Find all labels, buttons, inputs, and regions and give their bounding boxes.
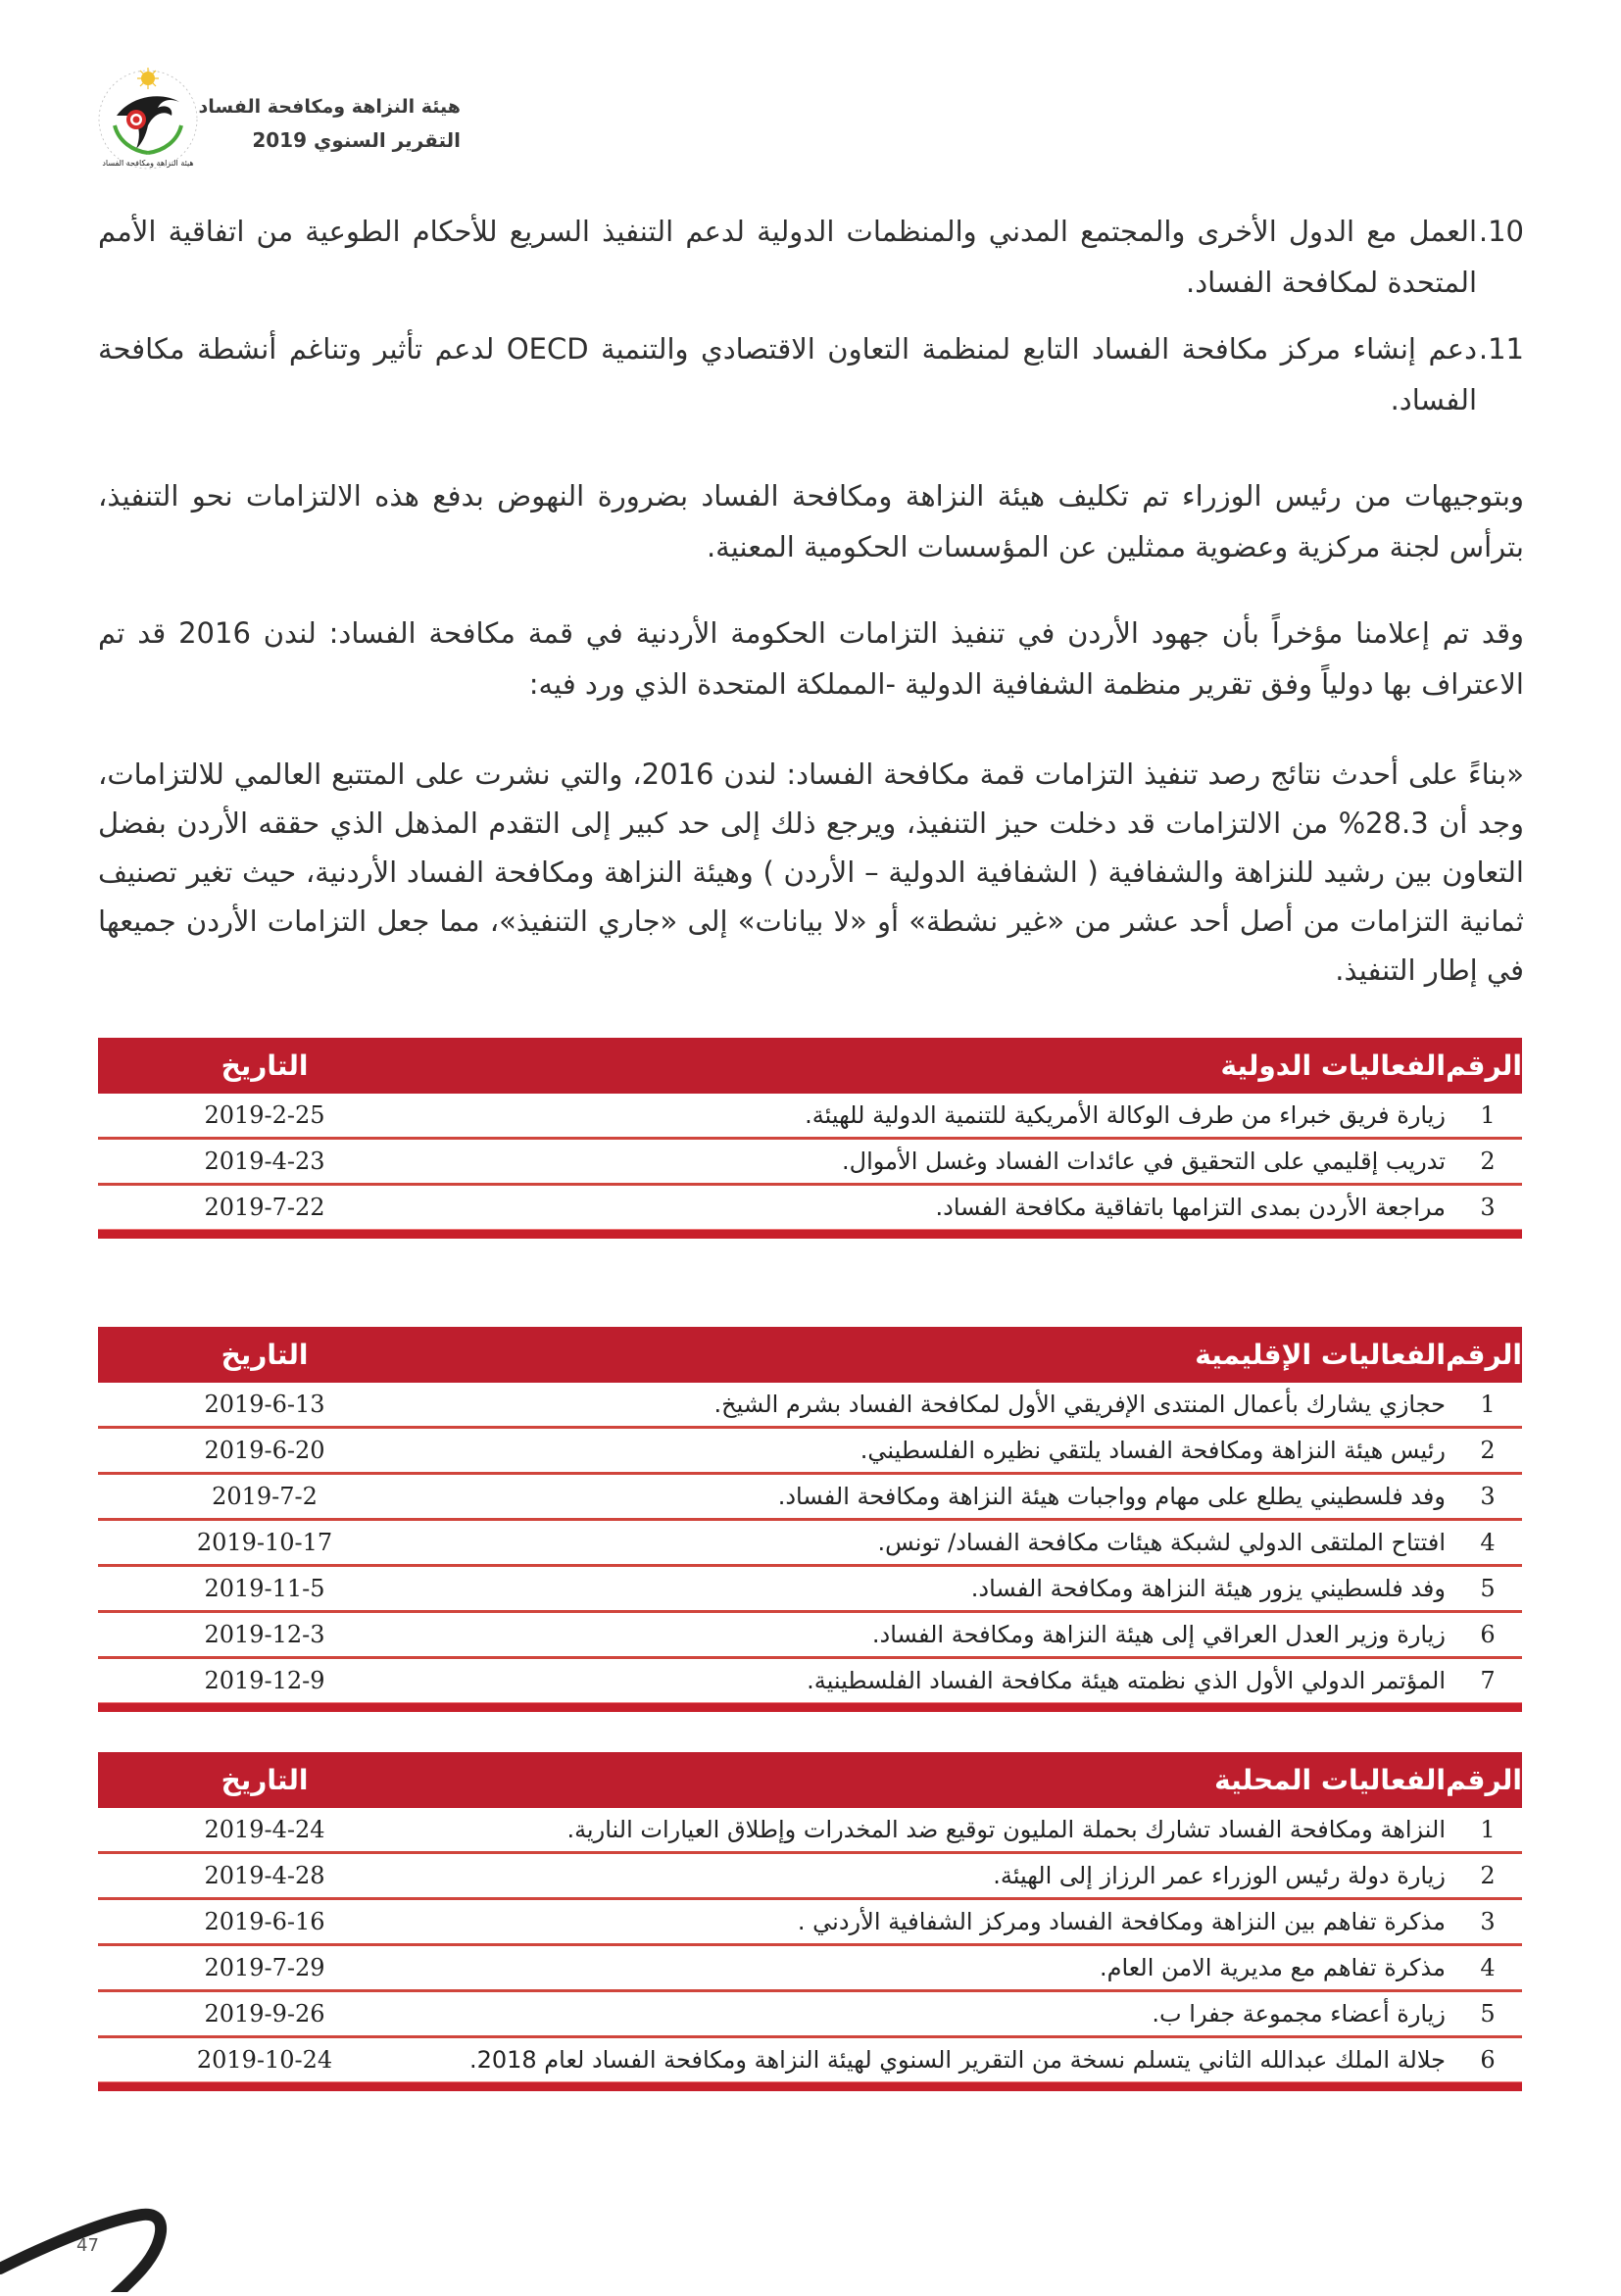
item-number: 10.: [1478, 215, 1524, 248]
paragraph-pm-directives: [98, 470, 1524, 572]
row-date: 2019-6-16: [204, 1908, 325, 1935]
table-row: [98, 1659, 1522, 1702]
row-date: 2019-12-9: [204, 1667, 325, 1694]
item-text: دعم إنشاء مركز مكافحة الفساد التابع لمنظمة التعاون الاقتصادي والتنمية OECD لدعم تأثير وتناغم أنشطة مكافحة الفساد.: [98, 332, 1477, 416]
table-bottom-bar: [98, 1702, 1522, 1712]
row-event: زيارة أعضاء مجموعة جفرا ب.: [1152, 2000, 1446, 2027]
row-number: 6: [1480, 1621, 1496, 1648]
row-date: 2019-6-13: [204, 1391, 325, 1418]
report-header: [196, 90, 461, 157]
table-row: [98, 1521, 1522, 1567]
row-event: مذكرة تفاهم مع مديرية الامن العام.: [1100, 1954, 1446, 1981]
row-number: 1: [1480, 1101, 1496, 1129]
row-date: 2019-6-20: [204, 1437, 325, 1464]
header-number: الرقم: [1446, 1764, 1522, 1796]
table-row: [98, 1567, 1522, 1613]
row-date: 2019-2-25: [204, 1101, 325, 1129]
paragraph-recognition: [98, 608, 1524, 709]
report-title: التقرير السنوي 2019: [252, 128, 461, 152]
paragraph-text: وبتوجيهات من رئيس الوزراء تم تكليف هيئة النزاهة ومكافحة الفساد بضرورة النهوض بدفع هذه الالتزامات نحو التنفيذ، بترأس لجنة مركزية وعضوية ممثلين عن المؤسسات الحكومية المعنية.: [98, 479, 1524, 563]
table-row: [98, 1808, 1522, 1854]
row-date: 2019-4-24: [204, 1816, 325, 1843]
row-number: 5: [1480, 1575, 1496, 1602]
row-number: 2: [1480, 1148, 1496, 1175]
item-text: العمل مع الدول الأخرى والمجتمع المدني والمنظمات الدولية لدعم التنفيذ السريع للأحكام الطوعية من اتفاقية الأمم المتحدة لمكافحة الفساد.: [98, 215, 1477, 299]
row-event: وفد فلسطيني يزور هيئة النزاهة ومكافحة الفساد.: [970, 1575, 1446, 1602]
row-event: مراجعة الأردن بمدى التزامها باتفاقية مكافحة الفساد.: [935, 1194, 1446, 1221]
table-header: [98, 1752, 1522, 1808]
international-events-table: [98, 1038, 1522, 1239]
row-event: النزاهة ومكافحة الفساد تشارك بحملة المليون توقيع ضد المخدرات وإطلاق العيارات النارية.: [566, 1816, 1446, 1843]
row-date: 2019-12-3: [204, 1621, 325, 1648]
row-number: 1: [1480, 1816, 1496, 1843]
header-event: الفعاليات الدولية: [1220, 1050, 1446, 1082]
svg-text:هيئة النزاهة ومكافحة الفساد: هيئة النزاهة ومكافحة الفساد: [102, 159, 194, 168]
regional-events-table: [98, 1327, 1522, 1712]
table-bottom-bar: [98, 1229, 1522, 1239]
paragraph-quote: [98, 750, 1524, 995]
row-event: حجازي يشارك بأعمال المنتدى الإفريقي الأول لمكافحة الفساد بشرم الشيخ.: [713, 1391, 1446, 1418]
table-bottom-bar: [98, 2081, 1522, 2091]
header-date: التاريخ: [221, 1050, 309, 1082]
commission-logo: [93, 65, 203, 174]
row-date: 2019-10-17: [196, 1529, 333, 1556]
paragraph-text: وقد تم إعلامنا مؤخراً بأن جهود الأردن في تنفيذ التزامات الحكومة الأردنية في قمة مكافحة الفساد: لندن 2016 قد تم الاعتراف بها دولياً وفق تقرير منظمة الشفافية الدولية -المملكة المتحدة الذي ورد فيه:: [98, 616, 1524, 701]
decorative-swoosh-icon: [0, 2175, 196, 2292]
header-event: الفعاليات الإقليمية: [1195, 1339, 1446, 1371]
row-event: زيارة دولة رئيس الوزراء عمر الرزاز إلى الهيئة.: [993, 1862, 1446, 1889]
row-date: 2019-7-22: [204, 1194, 325, 1221]
table-row: [98, 1946, 1522, 1992]
item-number: 11.: [1478, 332, 1524, 366]
row-date: 2019-11-5: [204, 1575, 325, 1602]
row-event: زيارة وزير العدل العراقي إلى هيئة النزاهة ومكافحة الفساد.: [871, 1621, 1446, 1648]
table-row: [98, 1613, 1522, 1659]
table-row: [98, 1429, 1522, 1475]
local-events-table: [98, 1752, 1522, 2091]
row-number: 2: [1480, 1862, 1496, 1889]
row-date: 2019-7-2: [212, 1483, 318, 1510]
row-date: 2019-7-29: [204, 1954, 325, 1981]
row-number: 3: [1480, 1483, 1496, 1510]
row-number: 2: [1480, 1437, 1496, 1464]
row-number: 1: [1480, 1391, 1496, 1418]
list-item-11: [98, 323, 1524, 425]
row-number: 3: [1480, 1908, 1496, 1935]
table-row: [98, 1475, 1522, 1521]
row-date: 2019-4-28: [204, 1862, 325, 1889]
row-event: افتتاح الملتقى الدولي لشبكة هيئات مكافحة الفساد/ تونس.: [877, 1529, 1446, 1556]
table-row: [98, 1094, 1522, 1140]
row-number: 3: [1480, 1194, 1496, 1221]
row-date: 2019-10-24: [196, 2046, 333, 2074]
quote-text: «بناءً على أحدث نتائج رصد تنفيذ التزامات قمة مكافحة الفساد: لندن 2016، والتي نشرت على المتتبع العالمي للالتزامات، وجد أن 28.3% من الالتزامات قد دخلت حيز التنفيذ، ويرجع ذلك إلى حد كبير إلى التقدم المذهل الذي حققه الأردن بفضل التعاون بين رشيد للنزاهة والشفافية ( الشفافية الدولية – الأردن ) وهيئة النزاهة ومكافحة الفساد الأردنية، حيث تغير تصنيف ثمانية التزامات من أصل أحد عشر من «غير نشطة» أو «لا بيانات» إلى «جاري التنفيذ»، مما جعل التزامات الأردن جميعها في إطار التنفيذ.: [98, 757, 1524, 987]
organization-name: هيئة النزاهة ومكافحة الفساد: [198, 96, 461, 118]
row-event: وفد فلسطيني يطلع على مهام وواجبات هيئة النزاهة ومكافحة الفساد.: [777, 1483, 1446, 1510]
table-header: [98, 1038, 1522, 1094]
list-item-10: [98, 206, 1524, 308]
row-event: زيارة فريق خبراء من طرف الوكالة الأمريكية للتنمية الدولية للهيئة.: [805, 1101, 1446, 1129]
row-number: 5: [1480, 2000, 1496, 2027]
row-event: رئيس هيئة النزاهة ومكافحة الفساد يلتقي نظيره الفلسطيني.: [860, 1437, 1446, 1464]
header-date: التاريخ: [221, 1764, 309, 1796]
table-row: [98, 1992, 1522, 2038]
table-row: [98, 1186, 1522, 1229]
row-number: 7: [1480, 1667, 1496, 1694]
row-number: 4: [1480, 1529, 1496, 1556]
table-row: [98, 1140, 1522, 1186]
table-row: [98, 1383, 1522, 1429]
table-row: [98, 1854, 1522, 1900]
row-event: تدريب إقليمي على التحقيق في عائدات الفساد وغسل الأموال.: [842, 1148, 1446, 1175]
header-date: التاريخ: [221, 1339, 309, 1371]
header-event: الفعاليات المحلية: [1214, 1764, 1446, 1796]
row-event: مذكرة تفاهم بين النزاهة ومكافحة الفساد ومركز الشفافية الأردني .: [797, 1908, 1446, 1935]
table-header: [98, 1327, 1522, 1383]
row-event: جلالة الملك عبدالله الثاني يتسلم نسخة من التقرير السنوي لهيئة النزاهة ومكافحة الفساد لعام 2018.: [468, 2046, 1446, 2074]
row-event: المؤتمر الدولي الأول الذي نظمته هيئة مكافحة الفساد الفلسطينية.: [807, 1667, 1446, 1694]
header-number: الرقم: [1446, 1050, 1522, 1082]
header-number: الرقم: [1446, 1339, 1522, 1371]
row-number: 6: [1480, 2046, 1496, 2074]
row-number: 4: [1480, 1954, 1496, 1981]
row-date: 2019-4-23: [204, 1148, 325, 1175]
table-row: [98, 1900, 1522, 1946]
row-date: 2019-9-26: [204, 2000, 325, 2027]
page-number: 47: [76, 2235, 99, 2256]
table-row: [98, 2038, 1522, 2081]
